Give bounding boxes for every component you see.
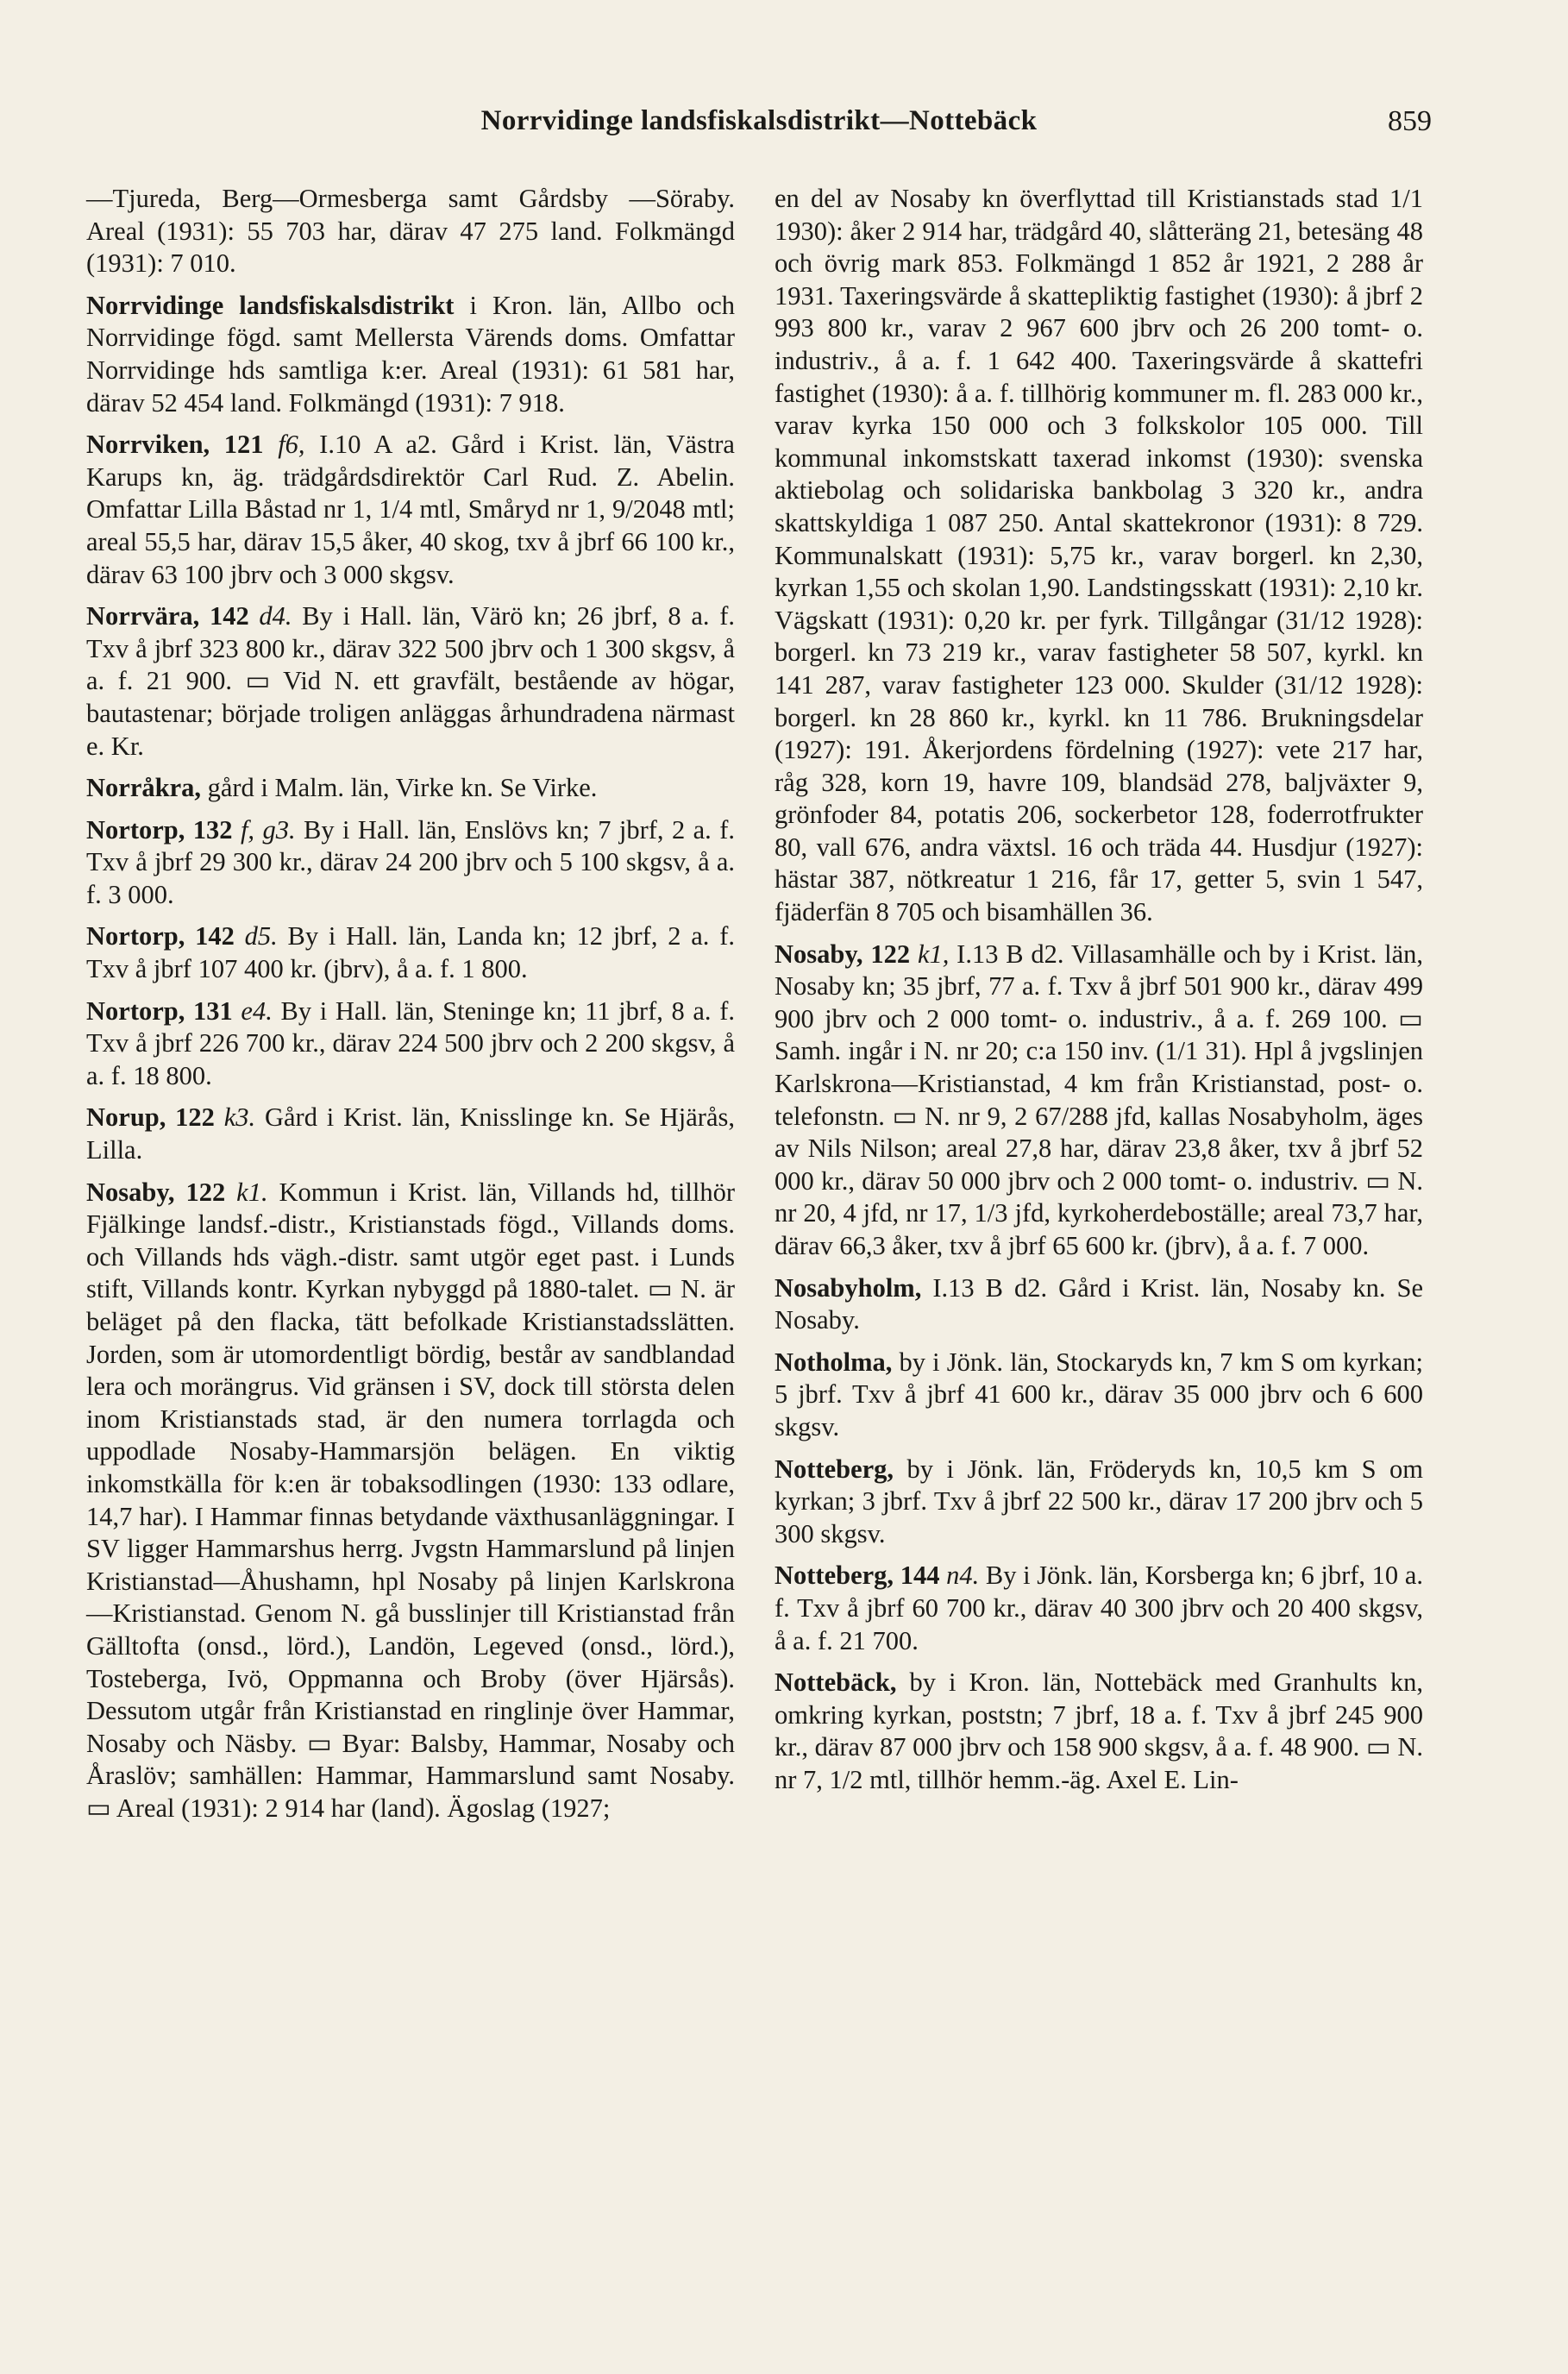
dictionary-entry: [86, 814, 735, 912]
entry-text: By i Hall. län, Landa kn; 12 jbrf, 2 a. f. Txv å jbrf 107 400 kr. (jbrv), å a. f. 1 800.: [86, 921, 735, 984]
entry-map-reference: k3.: [223, 1102, 256, 1133]
entry-text: I.13 B d2. Gård i Krist. län, Nosaby kn. Se Nosaby.: [775, 1272, 1423, 1335]
page-number: 859: [1388, 105, 1432, 137]
entry-headword: Nottebäck,: [775, 1667, 897, 1698]
entry-map-reference: k1,: [917, 939, 957, 969]
entry-headword: Norup, 122: [86, 1102, 224, 1133]
entry-headword: Nortorp, 132: [86, 814, 241, 845]
entry-text: By i Hall. län, Enslövs kn; 7 jbrf, 2 a. f. Txv å jbrf 29 300 kr., därav 24 200 jbrv och 5 100 skgsv, å a. f. 3 000.: [86, 814, 735, 909]
dictionary-entry: [775, 1667, 1423, 1796]
dictionary-entry: [86, 995, 735, 1093]
entry-map-reference: d5.: [244, 921, 278, 951]
dictionary-entry: [775, 1347, 1423, 1444]
dictionary-entry: [86, 183, 735, 280]
entry-map-reference: f, g3.: [240, 814, 296, 845]
dictionary-entry: [775, 1560, 1423, 1657]
entry-headword: Norrvära, 142: [86, 601, 260, 631]
entry-text: Kommun i Krist. län, Villands hd, tillhör Fjälkinge landsf.-distr., Kristianstads fögd., Villands doms. och Villands hds vägh.-distr. samt utgör eget past. i Lunds stift, Villands kontr. Kyrkan nybyggd på 1880-talet. ▭ N. är beläget på den flacka, tätt befolkade Kristianstadsslätten. Jorden, som är utomordentligt bördig, består av sandblandad lera och morängrus. Vid gränsen i SV, dock till största delen inom Kristianstads stad, är den numera torrlagda och uppodlade Nosaby-Hammarsjön belägen. En viktig inkomstkälla för k:en är tobaksodlingen (1930: 133 odlare, 14,7 har). I Hammar finnas betydande växthusanläggningar. I SV ligger Hammarshus herrg. Jvgstn Hammarslund på linjen Kristianstad—Åhushamn, hpl Nosaby på linjen Karlskrona—Kristianstad. Genom N. gå busslinjer till Kristianstad från Gälltofta (onsd., lörd.), Landön, Legeved (onsd., lörd.), Tosteberga, Ivö, Oppmanna och Broby (över Hjärsås). Dessutom utgår från Kristianstad en ringlinje över Hammar, Nosaby och Näsby. ▭ Byar: Balsby, Hammar, Nosaby och Åraslöv; samhällen: Hammar, Hammarslund samt Nosaby. ▭ Areal (1931): 2 914 har (land). Ägoslag (1927;: [86, 1177, 735, 1823]
entry-headword: Notteberg, 144: [775, 1561, 947, 1591]
entry-text: —Tjureda, Berg—Ormesberga samt Gårdsby —Söraby. Areal (1931): 55 703 har, därav 47 275 land. Folkmängd (1931): 7 010.: [86, 184, 735, 279]
dictionary-entry: [86, 290, 735, 419]
entry-text: by i Jönk. län, Fröderyds kn, 10,5 km S om kyrkan; 3 jbrf. Txv å jbrf 22 500 kr., därav 17 200 jbrv och 5 300 skgsv.: [775, 1454, 1423, 1548]
dictionary-entry: [86, 429, 735, 591]
entry-text: en del av Nosaby kn överflyttad till Kristianstads stad 1/1 1930): åker 2 914 har, trädgård 40, slåtteräng 21, betesäng 48 och övrig mark 853. Folkmängd 1 852 år 1921, 2 288 år 1931. Taxeringsvärde å skattepliktig fastighet (1930): å jbrf 2 993 800 kr., varav 2 967 600 jbrv och 26 200 tomt- o. industriv., å a. f. 1 642 400. Taxeringsvärde å skattefri fastighet (1930): å a. f. tillhörig kommuner m. fl. 283 000 kr., varav kyrka 150 000 och 3 folkskolor 105 000. Till kommunal inkomstskatt taxerad inkomst (1930): svenska aktiebolag och solidariska bankbolag 3 320 kr., andra skattskyldiga 1 087 250. Antal skattekronor (1931): 8 729. Kommunalskatt (1931): 5,75 kr., varav borgerl. kn 2,30, kyrkan 1,55 och skolan 1,90. Landstingsskatt (1931): 2,10 kr. Vägskatt (1931): 0,20 kr. per fyrk. Tillgångar (31/12 1928): borgerl. kn 73 219 kr., varav fastigheter 58 507, kyrkl. kn 141 287, varav fastigheter 123 000. Skulder (31/12 1928): borgerl. kn 28 860 kr., kyrkl. kn 11 786. Brukningsdelar (1927): 191. Åkerjordens fördelning (1927): vete 217 har, råg 328, korn 19, havre 109, blandsäd 278, baljväxter 9, grönfoder 84, potatis 206, sockerbetor 128, foderrotfrukter 80, vall 676, andra växtsl. 16 och träda 44. Husdjur (1927): hästar 387, nötkreatur 1 216, får 17, getter 5, svin 1 547, fjäderfän 8 705 och bisamhällen 36.: [775, 184, 1423, 927]
entry-map-reference: e4.: [241, 995, 273, 1026]
running-title: Norrvidinge landsfiskalsdistrikt—Nottebäck: [480, 105, 1038, 136]
dictionary-entry: [86, 1177, 735, 1825]
entry-text: Gård i Krist. län, Knisslinge kn. Se Hjärås, Lilla.: [86, 1102, 735, 1165]
entry-headword: Norråkra,: [86, 773, 201, 803]
entry-headword: Notteberg,: [775, 1454, 894, 1484]
entry-headword: Notholma,: [775, 1347, 893, 1377]
dictionary-entry: [775, 939, 1423, 1263]
entry-headword: Norrvidinge landsfiskalsdistrikt: [86, 290, 455, 320]
dictionary-entry: [775, 1272, 1423, 1337]
entry-headword: Nosabyholm,: [775, 1272, 933, 1303]
dictionary-entry: [86, 600, 735, 763]
dictionary-entry: [86, 772, 735, 805]
entry-text: by i Jönk. län, Stockaryds kn, 7 km S om kyrkan; 5 jbrf. Txv å jbrf 41 600 kr., därav 35 000 jbrv och 6 600 skgsv.: [775, 1347, 1423, 1441]
right-column: [775, 183, 1423, 1806]
entry-text: By i Hall. län, Värö kn; 26 jbrf, 8 a. f. Txv å jbrf 323 800 kr., därav 322 500 jbrv och 1 300 skgsv, å a. f. 21 900. ▭ Vid N. ett gravfält, bestående av högar, bautastenar; började troligen anläggas århundradena närmast e. Kr.: [86, 601, 735, 761]
entry-text: by i Kron. län, Nottebäck med Granhults kn, omkring kyrkan, poststn; 7 jbrf, 18 a. f. Txv å jbrf 245 900 kr., därav 87 000 jbrv och 158 900 skgsv, å a. f. 48 900. ▭ N. nr 7, 1/2 mtl, tillhör hemm.-äg. Axel E. Lin-: [775, 1667, 1423, 1794]
dictionary-entry: [775, 1454, 1423, 1551]
entry-text: i Kron. län, Allbo och Norrvidinge fögd. samt Mellersta Värends doms. Omfattar Norrvidinge hds samtliga k:er. Areal (1931): 61 581 har, därav 52 454 land. Folkmängd (1931): 7 918.: [86, 290, 736, 418]
entry-headword: Nortorp, 142: [86, 921, 245, 951]
entry-map-reference: n4.: [946, 1561, 980, 1591]
entry-map-reference: f6,: [278, 430, 320, 460]
page-header: [86, 105, 1432, 148]
dictionary-entry: [86, 1102, 735, 1166]
entry-headword: Nosaby, 122: [775, 939, 918, 969]
entry-map-reference: d4.: [259, 601, 292, 631]
entry-text: I.10 A a2. Gård i Krist. län, Västra Karups kn, äg. trädgårdsdirektör Carl Rud. Z. Abelin. Omfattar Lilla Båstad nr 1, 1/4 mtl, Småryd nr 1, 9/2048 mtl; areal 55,5 har, därav 15,5 åker, 40 skog, txv å jbrf 66 100 kr., därav 63 100 jbrv och 3 000 skgsv.: [86, 430, 735, 589]
left-column: [86, 183, 735, 1835]
entry-text: By i Hall. län, Steninge kn; 11 jbrf, 8 a. f. Txv å jbrf 226 700 kr., därav 224 500 jbrv och 2 200 skgsv, å a. f. 18 800.: [86, 995, 735, 1090]
entry-text: By i Jönk. län, Korsberga kn; 6 jbrf, 10 a. f. Txv å jbrf 60 700 kr., därav 40 300 jbrv och 20 400 skgsv, å a. f. 21 700.: [775, 1561, 1423, 1655]
entry-text: I.13 B d2. Villasamhälle och by i Krist. län, Nosaby kn; 35 jbrf, 77 a. f. Txv å jbrf 501 900 kr., därav 499 900 jbrv och 2 000 tomt- o. industriv., å a. f. 269 100. ▭ Samh. ingår i N. nr 20; c:a 150 inv. (1/1 31). Hpl å jvgslinjen Karlskrona—Kristianstad, 4 km från Kristianstad, post- o. telefonstn. ▭ N. nr 9, 2 67/288 jfd, kallas Nosabyholm, äges av Nils Nilson; areal 27,8 har, därav 23,8 åker, txv å jbrf 52 000 kr., därav 50 000 jbrv och 2 000 tomt- o. industriv. ▭ N. nr 20, 4 jfd, nr 17, 1/3 jfd, kyrkoherdeboställe; areal 73,7 har, därav 66,3 åker, txv å jbrf 65 600 kr. (jbrv), å a. f. 7 000.: [775, 939, 1423, 1260]
entry-text: gård i Malm. län, Virke kn. Se Virke.: [200, 773, 598, 803]
entry-map-reference: k1.: [236, 1177, 268, 1207]
entry-headword: Nosaby, 122: [86, 1177, 237, 1207]
dictionary-entry: [775, 183, 1423, 929]
entry-headword: Nortorp, 131: [86, 995, 241, 1026]
dictionary-entry: [86, 920, 735, 985]
entry-headword: Norrviken, 121: [86, 430, 279, 460]
